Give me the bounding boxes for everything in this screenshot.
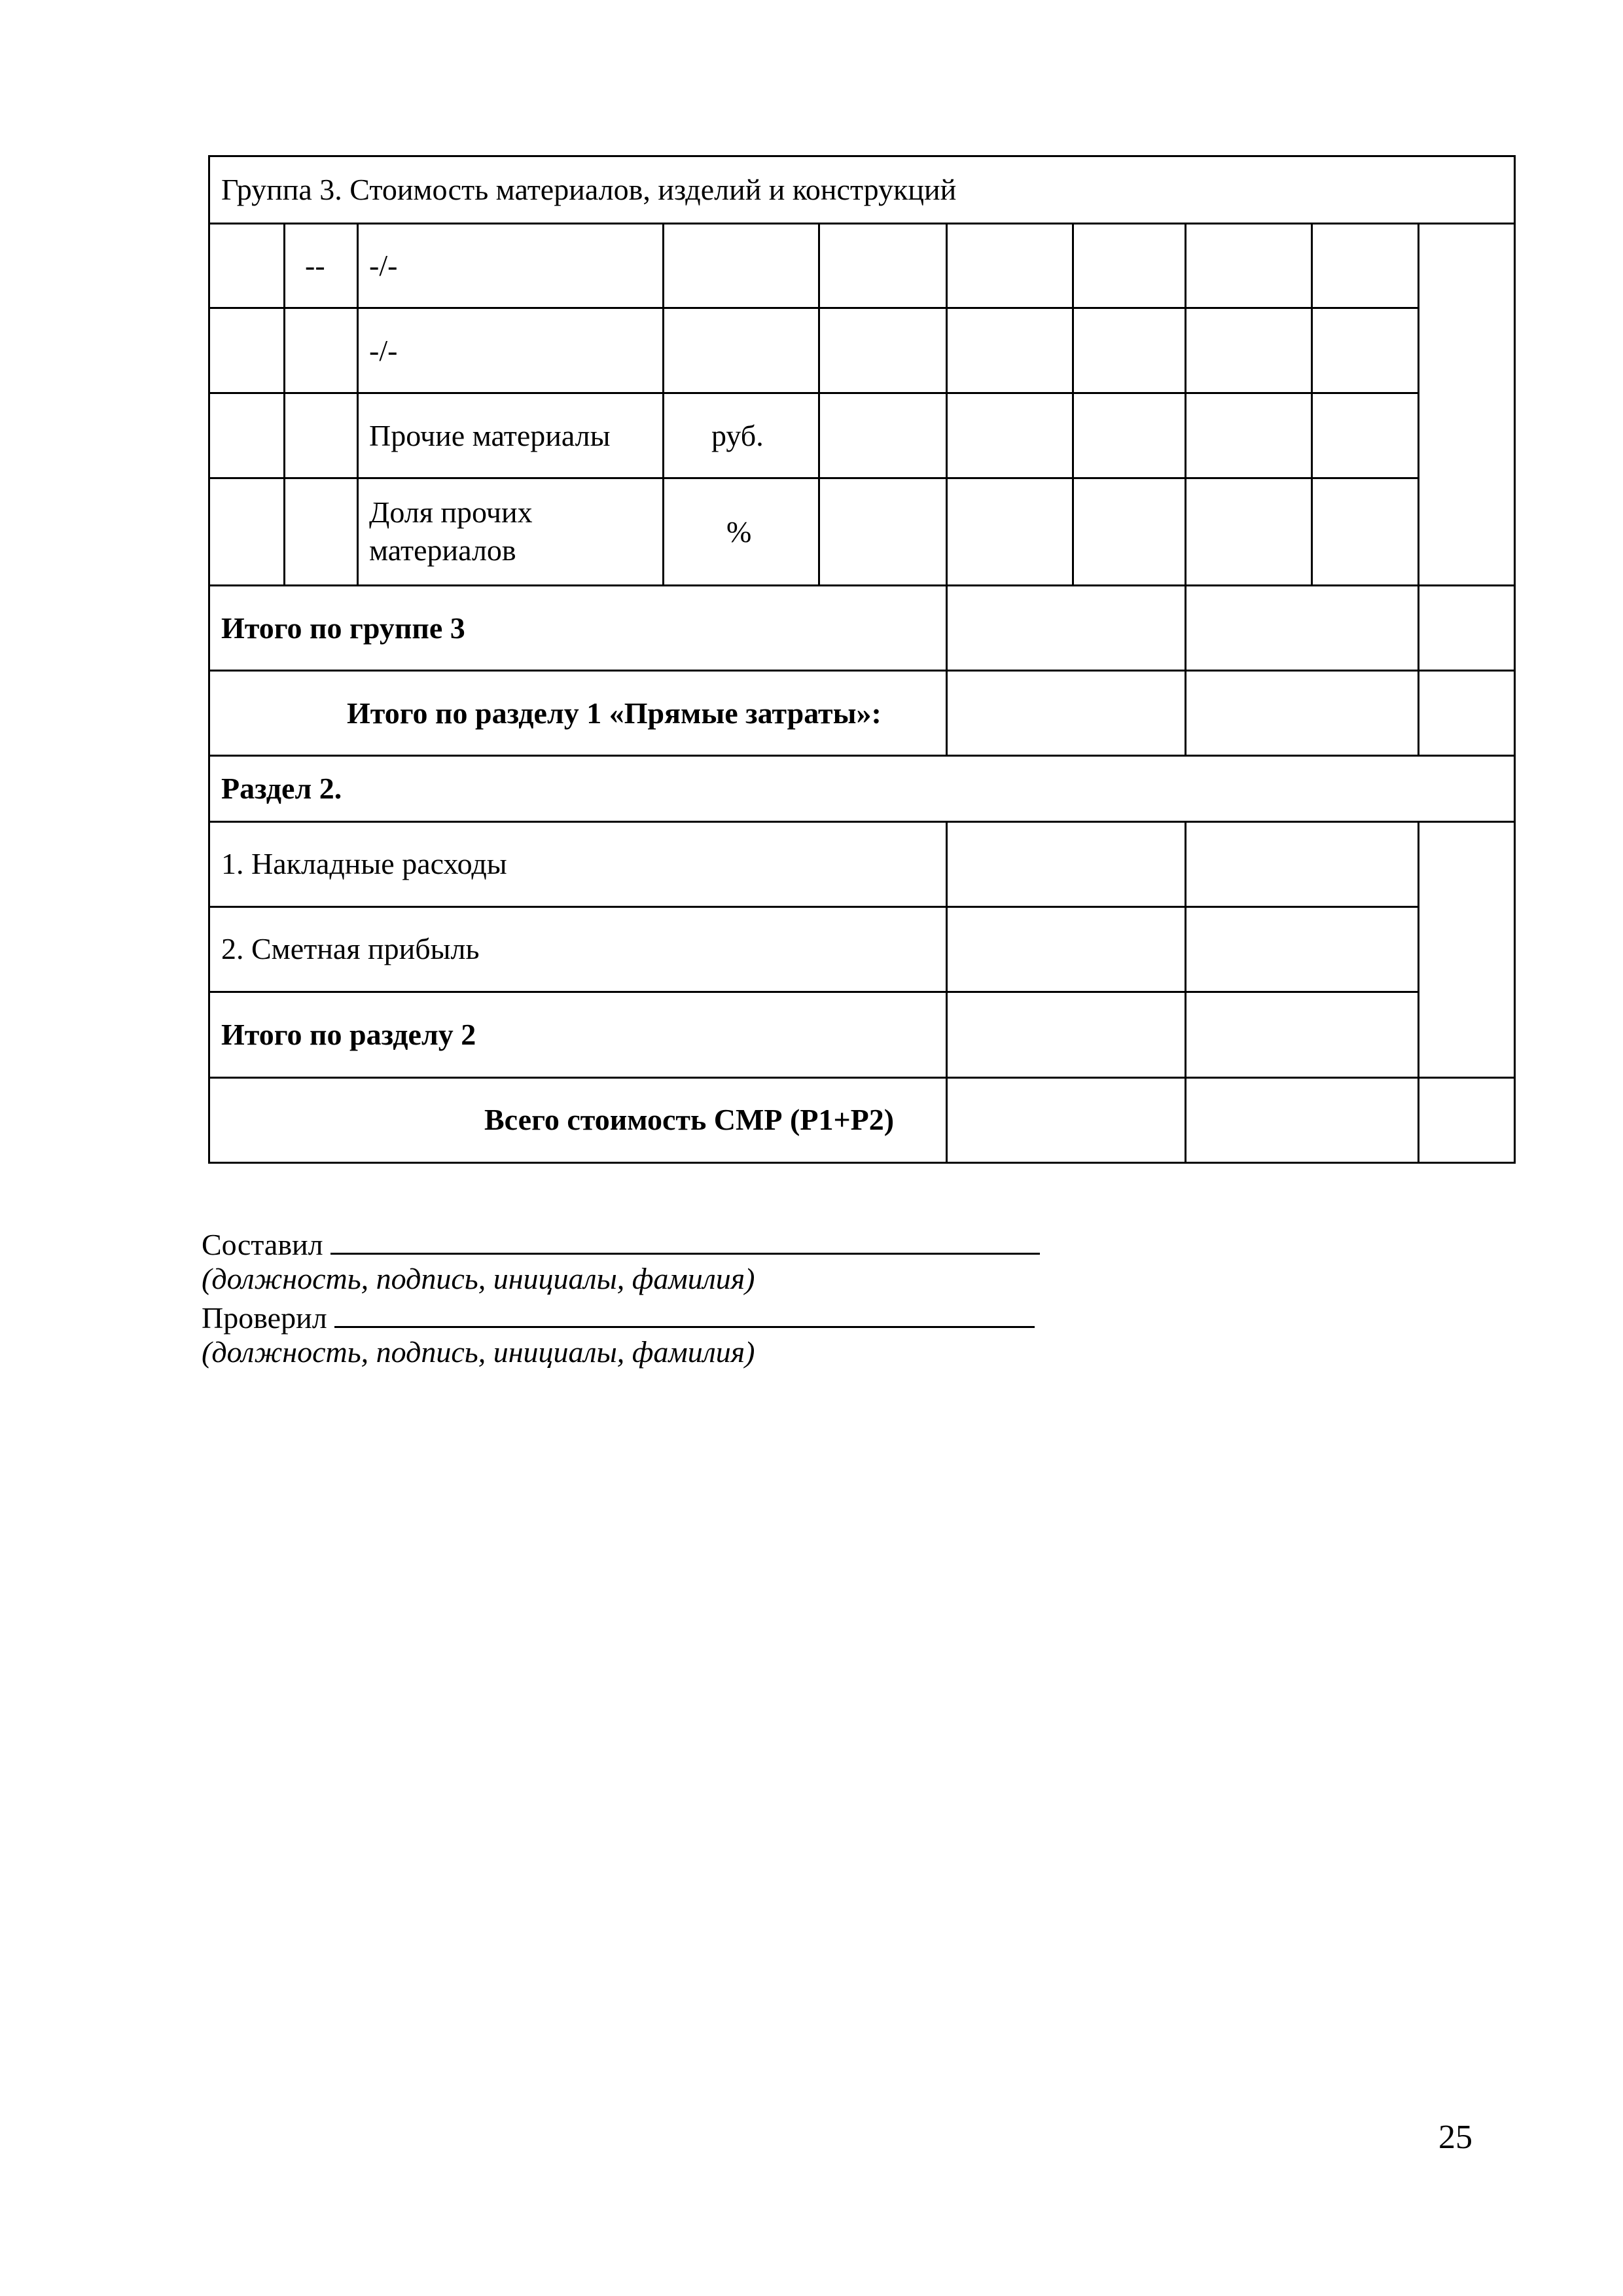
total-section2-label: Итого по разделу 2 (221, 1018, 476, 1051)
row2-name: -/- (369, 334, 398, 367)
grand-total-label: Всего стоимость СМР (Р1+Р2) (484, 1103, 895, 1136)
checked-by-signature-field (334, 1297, 1035, 1328)
row4-unit: % (726, 515, 752, 548)
compiled-by-hint: (должность, подпись, инициалы, фамилия) (202, 1262, 755, 1295)
overhead-label: 1. Накладные расходы (221, 847, 507, 880)
row1-name: -/- (369, 249, 398, 282)
compiled-by-signature-field (330, 1224, 1040, 1255)
checked-by-label: Проверил (202, 1301, 327, 1335)
row1-code: -- (305, 249, 325, 282)
checked-by-hint: (должность, подпись, инициалы, фамилия) (202, 1335, 755, 1369)
checked-by-line (202, 1297, 1035, 1336)
row3-unit: руб. (711, 419, 764, 452)
profit-label: 2. Сметная прибыль (221, 932, 480, 965)
row4-name-line2: материалов (369, 533, 516, 567)
row3-name: Прочие материалы (369, 419, 611, 452)
total-section1-label: Итого по разделу 1 «Прямые затраты»: (347, 696, 882, 730)
compiled-by-label: Составил (202, 1228, 323, 1261)
total-group3-label: Итого по группе 3 (221, 611, 465, 645)
page-number: 25 (1438, 2119, 1472, 2156)
row4-name-line1: Доля прочих (369, 495, 533, 529)
group3-title: Группа 3. Стоимость материалов, изделий и конструкций (221, 173, 957, 206)
section2-title: Раздел 2. (221, 772, 342, 805)
compiled-by-line (202, 1224, 1040, 1263)
